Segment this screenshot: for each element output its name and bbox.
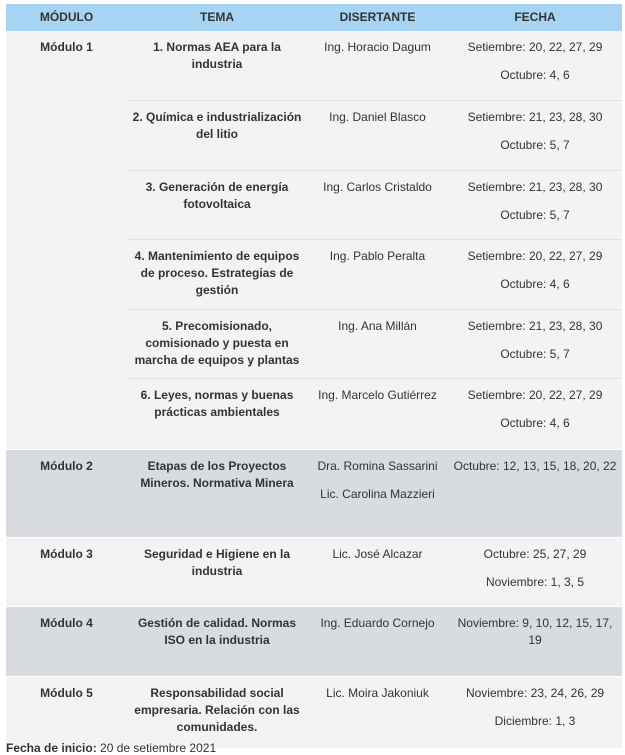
- header-fecha: FECHA: [448, 4, 622, 31]
- date-cell: [448, 240, 622, 310]
- speaker-cell: Ing. Marcelo Gutiérrez: [307, 379, 448, 450]
- module-label: Módulo 2: [6, 450, 127, 538]
- date-line: Octubre: 5, 7: [500, 138, 570, 153]
- date-line: Setiembre: 21, 23, 28, 30: [467, 110, 603, 125]
- date-cell: [448, 538, 622, 607]
- date-line: Octubre: 5, 7: [500, 346, 570, 361]
- speaker-cell: [307, 450, 448, 538]
- topic-cell: 6. Leyes, normas y buenas prácticas ambientales: [127, 379, 307, 450]
- topic-cell: Etapas de los Proyectos Mineros. Normativa Minera: [127, 450, 307, 538]
- module-label: Módulo 5: [6, 677, 127, 748]
- date-line: Setiembre: 20, 22, 27, 29: [467, 388, 603, 403]
- speaker-cell: Lic. Moira Jakoniuk: [307, 677, 448, 748]
- speaker-cell: Ing. Daniel Blasco: [307, 101, 448, 171]
- header-tema: TEMA: [127, 4, 307, 31]
- date-cell: [448, 450, 622, 538]
- date-line: Octubre: 4, 6: [500, 416, 570, 431]
- topic-cell: 5. Precomisionado, comisionado y puesta en marcha de equipos y plantas: [127, 309, 307, 379]
- date-line: Diciembre: 1, 3: [494, 714, 576, 728]
- date-cell: [448, 677, 622, 748]
- start-date-value: 20 de setiembre 2021: [100, 741, 217, 755]
- topic-cell: 4. Mantenimiento de equipos de proceso. Estrategias de gestión: [127, 240, 307, 310]
- speaker-cell: Ing. Carlos Cristaldo: [307, 170, 448, 240]
- header-disertante: DISERTANTE: [307, 4, 448, 31]
- date-line: Noviembre: 1, 3, 5: [485, 575, 585, 589]
- module-label: Módulo 4: [6, 607, 127, 677]
- speaker-cell: Lic. José Alcazar: [307, 538, 448, 607]
- date-line: Noviembre: 23, 24, 26, 29: [465, 686, 605, 700]
- speaker-line: Lic. Carolina Mazzieri: [320, 487, 435, 501]
- date-line: Octubre: 4, 6: [500, 277, 570, 292]
- date-cell: [448, 607, 622, 677]
- header-modulo: MÓDULO: [6, 4, 127, 31]
- topic-cell: 2. Química e industrialización del litio: [127, 101, 307, 171]
- date-cell: [448, 379, 622, 450]
- date-line: Octubre: 4, 6: [500, 68, 570, 82]
- speaker-cell: Ing. Ana Millán: [307, 309, 448, 379]
- date-line: Octubre: 25, 27, 29: [483, 547, 587, 561]
- module-label: Módulo 1: [6, 31, 127, 450]
- topic-cell: Responsabilidad social empresaria. Relación con las comunidades.: [127, 677, 307, 748]
- module-label: Módulo 3: [6, 538, 127, 607]
- schedule-table: [6, 4, 622, 748]
- date-line: Setiembre: 21, 23, 28, 30: [467, 318, 603, 333]
- date-cell: [448, 101, 622, 171]
- date-line: Setiembre: 20, 22, 27, 29: [467, 40, 603, 54]
- table-row: [6, 450, 622, 538]
- topic-cell: Seguridad e Higiene en la industria: [127, 538, 307, 607]
- date-line: Setiembre: 20, 22, 27, 29: [467, 249, 603, 264]
- speaker-line: Dra. Romina Sassarini: [317, 459, 438, 473]
- topic-cell: 1. Normas AEA para la industria: [127, 31, 307, 101]
- table-row: [6, 677, 622, 748]
- date-line: Octubre: 5, 7: [500, 207, 570, 222]
- date-cell: [448, 170, 622, 240]
- date-line: Setiembre: 21, 23, 28, 30: [467, 179, 603, 194]
- start-date-footer: [6, 741, 216, 755]
- topic-cell: Gestión de calidad. Normas ISO en la industria: [127, 607, 307, 677]
- topic-cell: 3. Generación de energía fotovoltaica: [127, 170, 307, 240]
- speaker-cell: Ing. Horacio Dagum: [307, 31, 448, 101]
- table-row: [6, 31, 622, 101]
- speaker-cell: Ing. Eduardo Cornejo: [307, 607, 448, 677]
- table-row: [6, 538, 622, 607]
- speaker-cell: Ing. Pablo Peralta: [307, 240, 448, 310]
- table-header: [6, 4, 622, 31]
- date-cell: [448, 309, 622, 379]
- date-line: Octubre: 12, 13, 15, 18, 20, 22: [453, 459, 617, 473]
- date-line: Noviembre: 9, 10, 12, 15, 17, 19: [457, 616, 613, 647]
- table-row: [6, 607, 622, 677]
- start-date-label: Fecha de inicio:: [6, 741, 97, 755]
- date-cell: [448, 31, 622, 101]
